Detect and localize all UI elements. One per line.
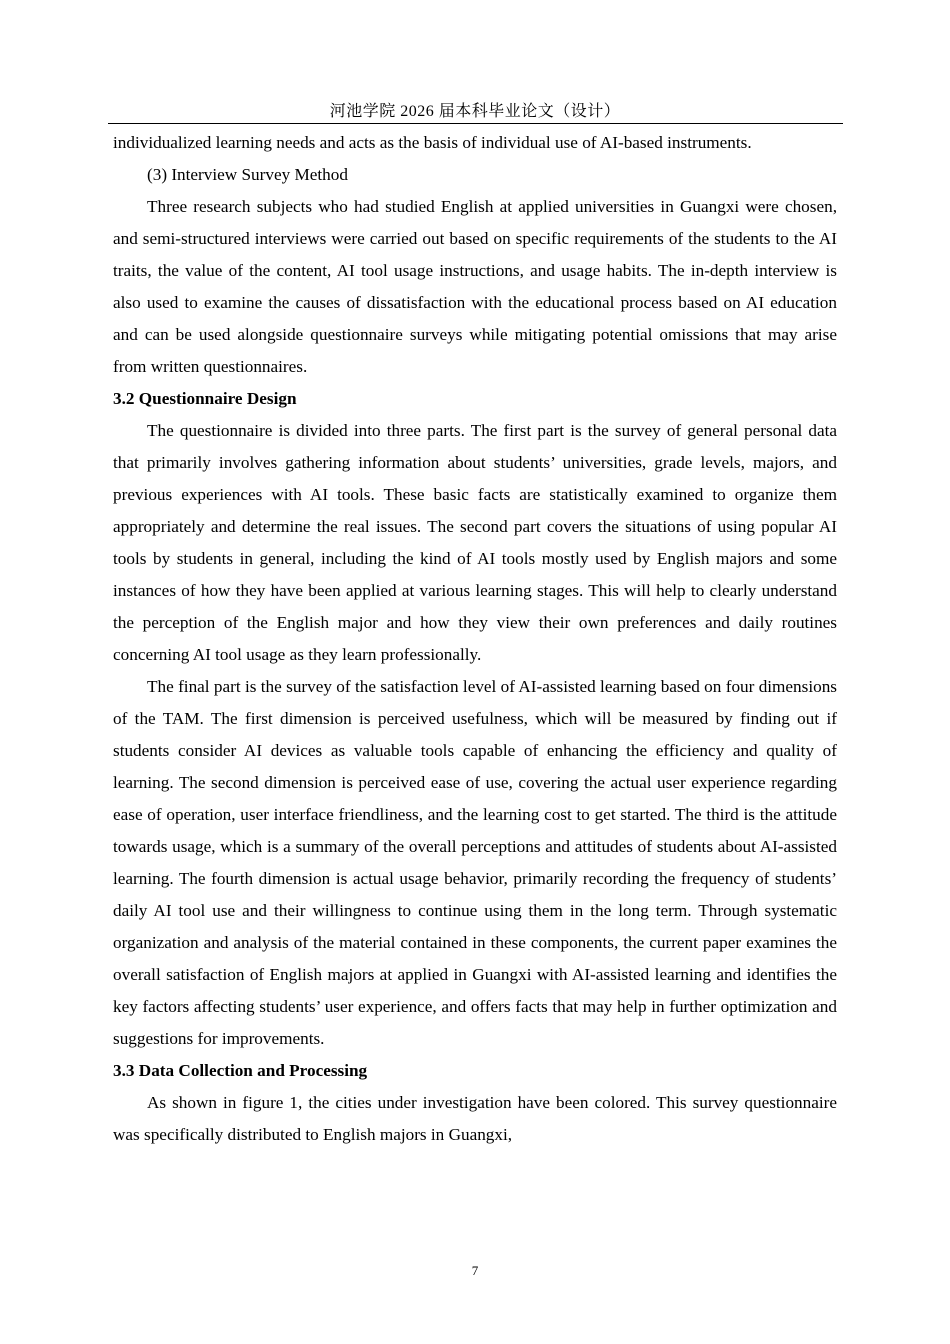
paragraph-design-1: The questionnaire is divided into three parts. The first part is the survey of general personal data that primarily involves gathering information about students’ universities, grade levels, majors, and previous experiences with AI tools. These basic facts are statistically examined to organize them appropriately and determine the real issues. The second part covers the situations of using popular AI tools by students in general, including the kind of AI tools mostly used by English majors and some instances of how they have been applied at various learning stages. This will help to clearly understand the perception of the English major and how they view their own preferences and daily routines concerning AI tool usage as they learn professionally. [113, 421, 837, 664]
section-heading-3-2: 3.2 Questionnaire Design [113, 389, 297, 408]
page-body [113, 127, 837, 1151]
section-heading-3-3: 3.3 Data Collection and Processing [113, 1061, 368, 1080]
page-number: 7 [471, 1263, 479, 1278]
paragraph-interview: Three research subjects who had studied English at applied universities in Guangxi were chosen, and semi-structured interviews were carried out based on specific requirements of the students to the AI traits, the value of the content, AI tool usage instructions, and usage habits. The in-depth interview is also used to examine the causes of dissatisfaction with the educational process based on AI education and can be used alongside questionnaire surveys while mitigating potential omissions that may arise from written questionnaires. [113, 197, 837, 376]
header-divider [108, 123, 843, 124]
paragraph-continued: individualized learning needs and acts as the basis of individual use of AI-based instruments. [113, 133, 752, 152]
paragraph-design-2: The final part is the survey of the satisfaction level of AI-assisted learning based on four dimensions of the TAM. The first dimension is perceived usefulness, which will be measured by finding out if students consider AI devices as valuable tools capable of enhancing the efficiency and quality of learning. The second dimension is perceived ease of use, covering the actual user experience regarding ease of operation, user interface friendliness, and the learning cost to get started. The third is the attitude towards usage, which is a summary of the overall perceptions and attitudes of students about AI-assisted learning. The fourth dimension is actual usage behavior, primarily recording the frequency of students’ daily AI tool use and their willingness to continue using them in the long term. Through systematic organization and analysis of the material contained in these components, the current paper examines the overall satisfaction of English majors at applied in Guangxi with AI-assisted learning and identifies the key factors affecting students’ user experience, and offers facts that may help in further optimization and suggestions for improvements. [113, 677, 837, 1048]
paragraph-collection: As shown in figure 1, the cities under investigation have been colored. This survey questionnaire was specifically distributed to English majors in Guangxi, [113, 1093, 837, 1144]
running-header: 河池学院 2026 届本科毕业论文（设计） [329, 103, 621, 120]
list-item-interview-method: (3) Interview Survey Method [147, 165, 348, 184]
